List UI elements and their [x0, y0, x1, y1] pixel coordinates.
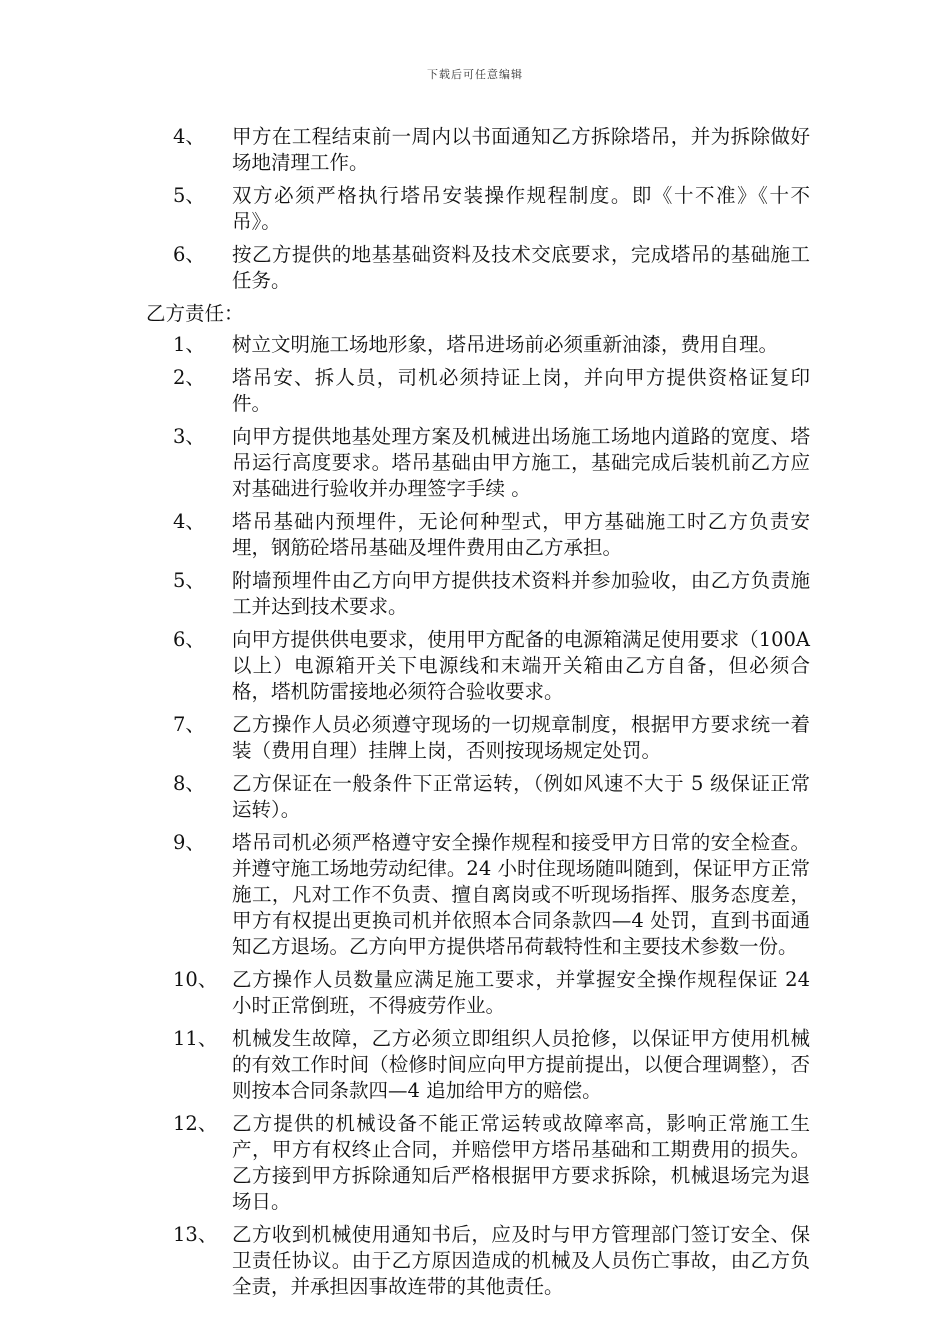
list-item-number: 3、 — [173, 425, 205, 448]
list-item-number: 6、 — [173, 243, 205, 266]
list-item-number: 4、 — [173, 510, 205, 533]
list-item-number: 5、 — [173, 184, 205, 207]
list-item-number: 11、 — [173, 1027, 218, 1050]
list-item-number: 4、 — [173, 125, 205, 148]
list-item — [146, 509, 810, 561]
list-item-text: 树立文明施工场地形象，塔吊进场前必须重新油漆，费用自理。 — [232, 333, 779, 356]
list-item — [146, 712, 810, 764]
list-item-number: 1、 — [173, 333, 205, 356]
list-item-text: 塔吊司机必须严格遵守安全操作规程和接受甲方日常的安全检查。并遵守施工场地劳动纪律。24 小时住现场随叫随到，保证甲方正常施工，凡对工作不负责、擅自离岗或不听现场指挥、服务态度差，甲方有权提出更换司机并依照本合同条款四—4 处罚，直到书面通知乙方退场。乙方向甲方提供塔吊荷载特性和主要技术参数一份。 — [232, 831, 810, 958]
list-item-number: 6、 — [173, 628, 205, 651]
list-item-text: 按乙方提供的地基基础资料及技术交底要求，完成塔吊的基础施工任务。 — [232, 243, 810, 292]
list-item-number: 5、 — [173, 569, 205, 592]
list-item-text: 塔吊安、拆人员，司机必须持证上岗，并向甲方提供资格证复印件。 — [232, 366, 810, 415]
list-item-text: 向甲方提供供电要求，使用甲方配备的电源箱满足使用要求（100A 以上）电源箱开关下电源线和末端开关箱由乙方自备，但必须合格，塔机防雷接地必须符合验收要求。 — [232, 628, 810, 703]
list-item — [146, 332, 810, 358]
list-item-text: 甲方在工程结束前一周内以书面通知乙方拆除塔吊，并为拆除做好场地清理工作。 — [232, 125, 810, 174]
list-item-number: 9、 — [173, 831, 205, 854]
list-item — [146, 627, 810, 705]
list-item — [146, 124, 810, 176]
list-item — [146, 1111, 810, 1215]
list-item-text: 乙方保证在一般条件下正常运转，（例如风速不大于 5 级保证正常运转）。 — [232, 772, 810, 821]
list-item — [146, 365, 810, 417]
list-item — [146, 771, 810, 823]
list-item — [146, 568, 810, 620]
list-item-number: 12、 — [173, 1112, 218, 1135]
list-item — [146, 242, 810, 294]
list-item-number: 13、 — [173, 1223, 218, 1246]
list-item-text: 双方必须严格执行塔吊安装操作规程制度。即《十不准》《十不吊》。 — [232, 184, 810, 233]
list-item-text: 乙方收到机械使用通知书后，应及时与甲方管理部门签订安全、保卫责任协议。由于乙方原因造成的机械及人员伤亡事故，由乙方负全责，并承担因事故连带的其他责任。 — [232, 1223, 810, 1298]
list-item-number: 7、 — [173, 713, 205, 736]
document-body — [146, 124, 810, 1307]
list-item — [146, 424, 810, 502]
list-item-number: 10、 — [173, 968, 218, 991]
list-item — [146, 830, 810, 960]
list-item — [146, 183, 810, 235]
list-item-text: 附墙预埋件由乙方向甲方提供技术资料并参加验收，由乙方负责施工并达到技术要求。 — [232, 569, 810, 618]
list-item-text: 机械发生故障，乙方必须立即组织人员抢修，以保证甲方使用机械的有效工作时间（检修时间应向甲方提前提出，以便合理调整），否则按本合同条款四—4 追加给甲方的赔偿。 — [232, 1027, 810, 1102]
list-item-number: 8、 — [173, 772, 205, 795]
list-item — [146, 967, 810, 1019]
list-item-text: 乙方操作人员必须遵守现场的一切规章制度，根据甲方要求统一着装（费用自理）挂牌上岗，否则按现场规定处罚。 — [232, 713, 810, 762]
section-title-party-b: 乙方责任： — [146, 302, 244, 325]
list-item-text: 向甲方提供地基处理方案及机械进出场施工场地内道路的宽度、塔吊运行高度要求。塔吊基础由甲方施工，基础完成后装机前乙方应对基础进行验收并办理签字手续 。 — [232, 425, 810, 500]
list-item-text: 塔吊基础内预埋件，无论何种型式，甲方基础施工时乙方负责安埋，钢筋砼塔吊基础及埋件费用由乙方承担。 — [232, 510, 810, 559]
party-b-list — [146, 332, 810, 1300]
list-item — [146, 1222, 810, 1300]
list-item-text: 乙方操作人员数量应满足施工要求，并掌握安全操作规程保证 24 小时正常倒班，不得疲劳作业。 — [232, 968, 810, 1017]
list-item-text: 乙方提供的机械设备不能正常运转或故障率高，影响正常施工生产，甲方有权终止合同，并赔偿甲方塔吊基础和工期费用的损失。乙方接到甲方拆除通知后严格根据甲方要求拆除，机械退场完为退场日。 — [232, 1112, 810, 1213]
list-item-number: 2、 — [173, 366, 205, 389]
list-item — [146, 1026, 810, 1104]
header-note: 下载后可任意编辑 — [427, 68, 523, 81]
party-a-list — [146, 124, 810, 294]
